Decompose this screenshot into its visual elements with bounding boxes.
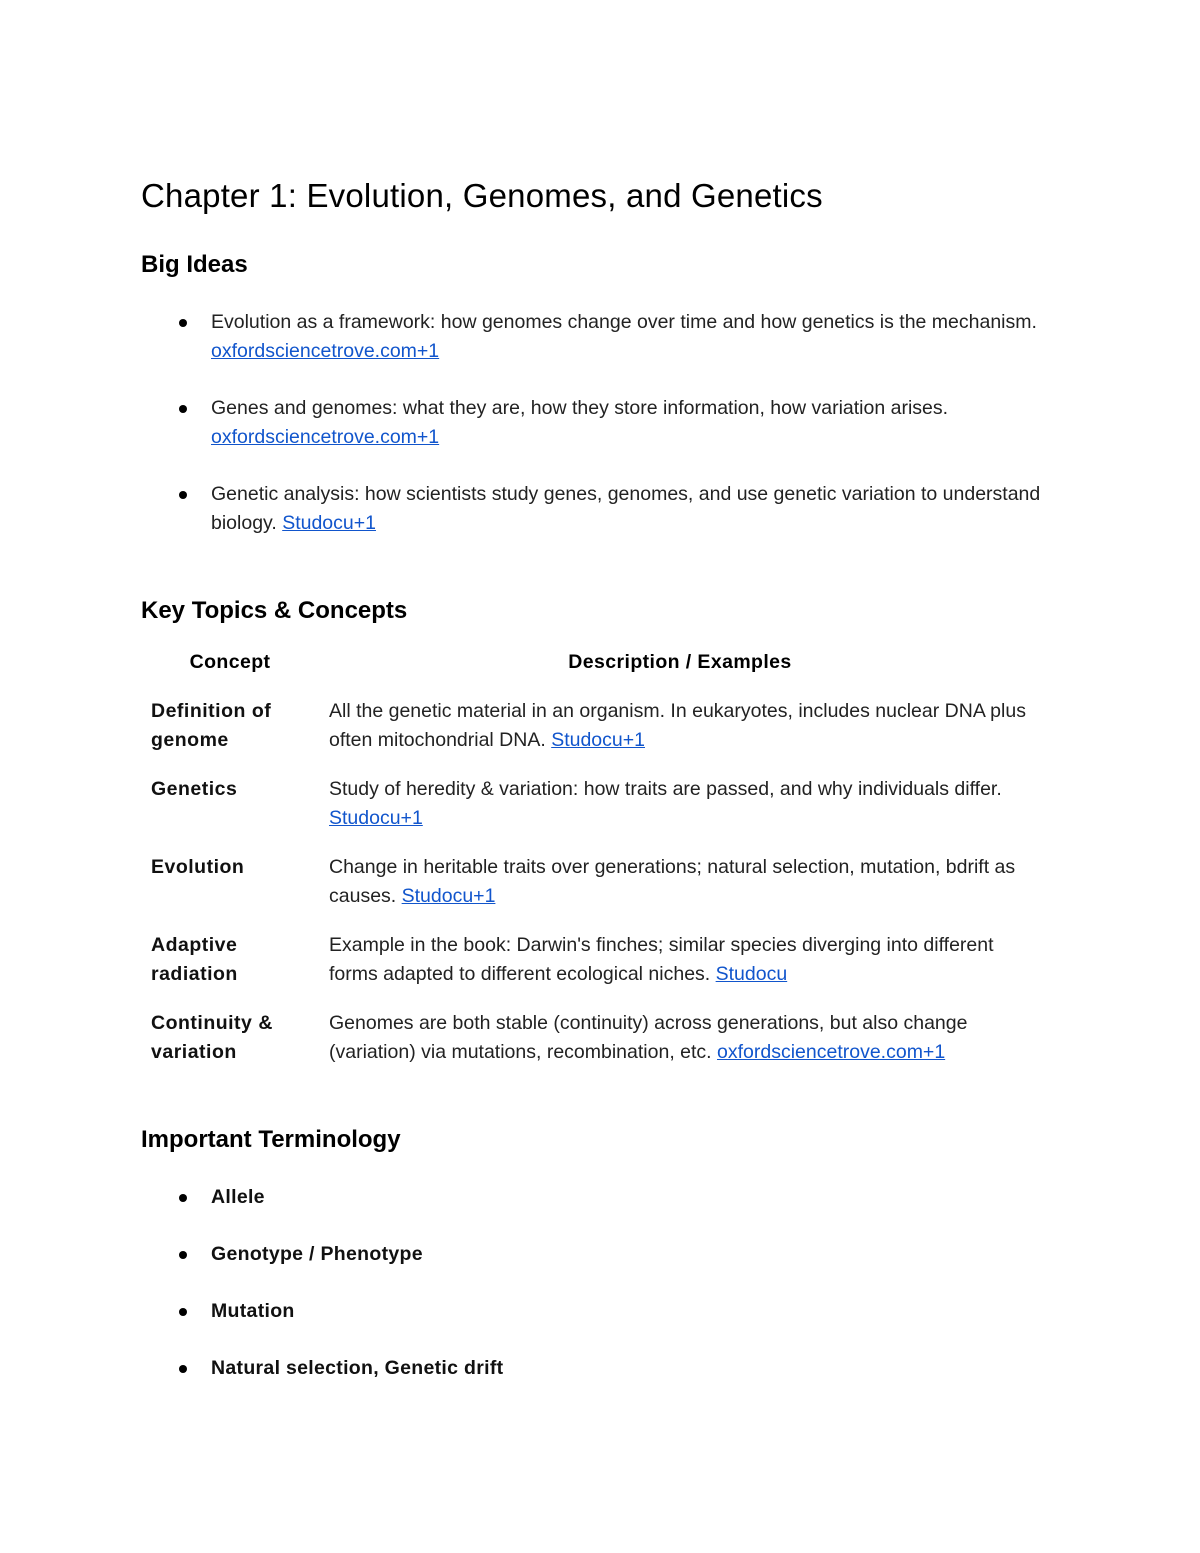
big-idea-text: Genes and genomes: what they are, how they store information, how variation arises. [211,397,949,419]
table-row [141,931,1041,1009]
table-row [141,853,1041,931]
column-header-concept: Concept [189,651,271,673]
bullet-icon [179,405,187,413]
term-text: Genotype / Phenotype [211,1243,423,1265]
bullet-icon [179,1308,187,1316]
description-text: Example in the book: Darwin's finches; similar species diverging into different forms adapted to different ecological niches. [329,934,994,985]
description-text: Study of heredity & variation: how traits are passed, and why individuals differ. [329,778,1002,800]
source-link[interactable]: oxfordsciencetrove.com+1 [211,426,440,448]
table-row [141,1009,1041,1087]
bullet-icon [179,1194,187,1202]
page-title: Chapter 1: Evolution, Genomes, and Genetics [141,177,823,214]
description-text: Genomes are both stable (continuity) across generations, but also change (variation) via mutations, recombination, etc. [329,1012,968,1063]
list-item [141,1183,1041,1212]
bullet-icon [179,1365,187,1373]
concept-cell: Definition of genome [151,700,272,751]
description-cell [319,1009,1041,1087]
list-item [141,1297,1041,1326]
list-item [141,1240,1041,1269]
table-header-row [141,648,1041,697]
concept-cell: Adaptive radiation [151,934,238,985]
source-link[interactable]: Studocu [715,963,788,985]
list-item [141,394,1041,452]
term-text: Allele [211,1186,265,1208]
list-item [141,308,1041,366]
concepts-table [141,648,1041,1087]
concept-cell: Evolution [151,856,245,878]
bullet-icon [179,319,187,327]
big-ideas-list [141,308,1041,538]
big-ideas-heading: Big Ideas [141,251,248,278]
big-idea-text: Genetic analysis: how scientists study genes, genomes, and use genetic variation to understand biology. [211,483,1041,534]
table-row [141,775,1041,853]
document-page [141,170,1041,1383]
description-text: Change in heritable traits over generations; natural selection, mutation, bdrift as causes. [329,856,1016,907]
description-cell [319,853,1041,931]
key-topics-heading: Key Topics & Concepts [141,597,408,624]
concept-cell: Genetics [151,778,238,800]
source-link[interactable]: Studocu+1 [329,807,423,829]
list-item [141,480,1041,538]
term-text: Natural selection, Genetic drift [211,1357,504,1379]
source-link[interactable]: oxfordsciencetrove.com+1 [211,340,440,362]
source-link[interactable]: Studocu+1 [282,512,376,534]
description-cell [319,931,1041,1009]
description-cell [319,697,1041,775]
bullet-icon [179,1251,187,1259]
list-item [141,1354,1041,1383]
source-link[interactable]: Studocu+1 [551,729,645,751]
terminology-list [141,1183,1041,1383]
bullet-icon [179,491,187,499]
concept-cell: Continuity & variation [151,1012,273,1063]
source-link[interactable]: oxfordsciencetrove.com+1 [717,1041,946,1063]
table-row [141,697,1041,775]
description-cell [319,775,1041,853]
column-header-description: Description / Examples [568,651,792,673]
big-idea-text: Evolution as a framework: how genomes change over time and how genetics is the mechanism. [211,311,1037,333]
terminology-heading: Important Terminology [141,1126,401,1153]
source-link[interactable]: Studocu+1 [401,885,496,907]
description-text: All the genetic material in an organism. In eukaryotes, includes nuclear DNA plus often mitochondrial DNA. [329,700,1026,751]
term-text: Mutation [211,1300,295,1322]
